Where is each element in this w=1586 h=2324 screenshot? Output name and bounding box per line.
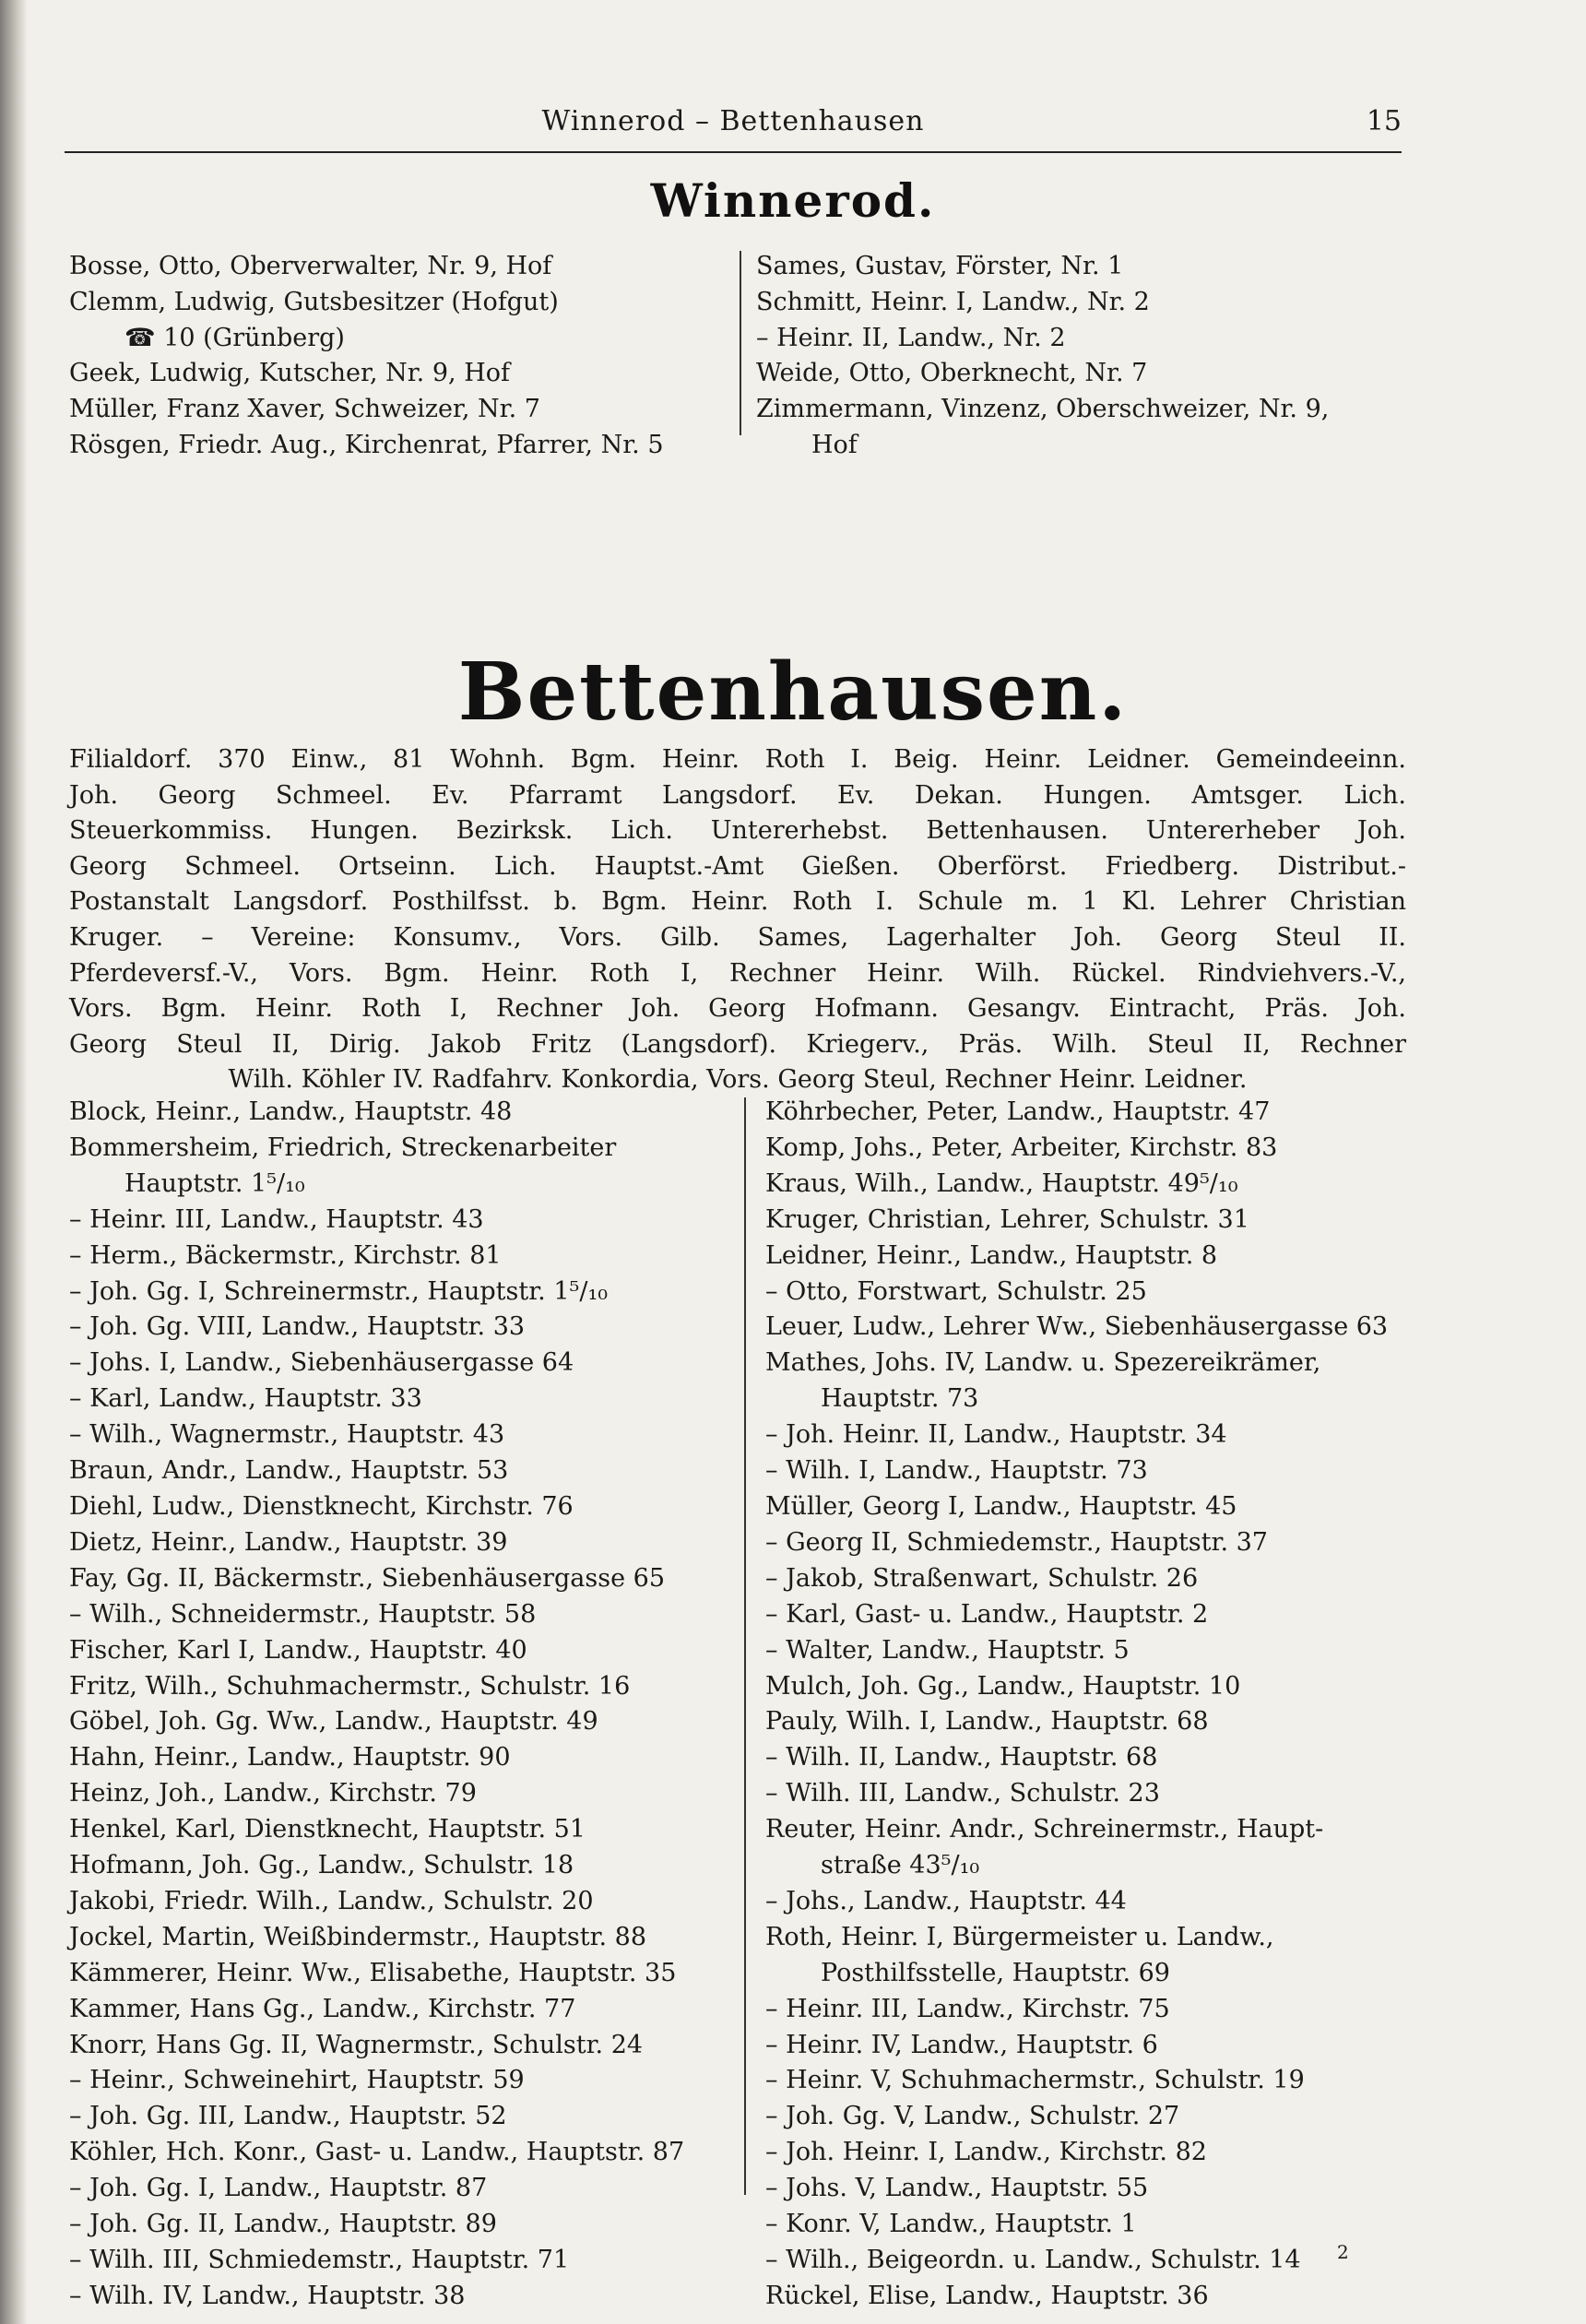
directory-entry: – Wilh., Schneidermstr., Hauptstr. 58 [69,1599,537,1629]
section-title-winnerod: Winnerod. [650,173,936,228]
directory-entry: ☎ 10 (Grünberg) [124,323,345,352]
directory-entry: – Heinr. III, Landw., Hauptstr. 43 [69,1204,484,1234]
intro-line: Steuerkommiss. Hungen. Bezirksk. Lich. Untererhebst. Bettenhausen. Untererheber Joh. [69,816,1406,846]
intro-line: Vors. Bgm. Heinr. Roth I, Rechner Joh. Georg Hofmann. Gesangv. Eintracht, Präs. Joh. [69,994,1406,1024]
intro-line: Filialdorf. 370 Einw., 81 Wohnh. Bgm. Heinr. Roth I. Beig. Heinr. Leidner. Gemeindeeinn. [69,745,1406,774]
directory-entry: – Joh. Gg. I, Landw., Hauptstr. 87 [69,2174,488,2203]
column-divider [744,1097,746,2195]
page-number: 15 [1366,105,1402,137]
directory-entry: – Otto, Forstwart, Schulstr. 25 [765,1276,1147,1306]
directory-entry: – Joh. Gg. VIII, Landw., Hauptstr. 33 [69,1312,526,1342]
directory-entry: – Johs. I, Landw., Siebenhäusergasse 64 [69,1348,574,1378]
directory-entry: Roth, Heinr. I, Bürgermeister u. Landw., [765,1922,1274,1951]
directory-entry: – Wilh., Wagnermstr., Hauptstr. 43 [69,1420,505,1450]
directory-entry: Rückel, Elise, Landw., Hauptstr. 36 [765,2281,1209,2310]
section-title-bettenhausen: Bettenhausen. [457,646,1129,739]
intro-line: Joh. Georg Schmeel. Ev. Pfarramt Langsdorf. Ev. Dekan. Hungen. Amtsger. Lich. [69,780,1406,810]
directory-entry: Komp, Johs., Peter, Arbeiter, Kirchstr. 83 [765,1132,1278,1162]
directory-entry: Block, Heinr., Landw., Hauptstr. 48 [69,1097,513,1126]
directory-entry: – Joh. Heinr. II, Landw., Hauptstr. 34 [765,1420,1227,1450]
directory-entry: Henkel, Karl, Dienstknecht, Hauptstr. 51 [69,1815,586,1844]
directory-entry: Müller, Franz Xaver, Schweizer, Nr. 7 [69,395,540,424]
column-divider [740,251,741,435]
directory-entry: Hauptstr. 1⁵/₁₀ [124,1168,305,1198]
directory-entry: – Johs. V, Landw., Hauptstr. 55 [765,2174,1149,2203]
directory-entry: Clemm, Ludwig, Gutsbesitzer (Hofgut) [69,287,559,316]
directory-entry: – Joh. Gg. I, Schreinermstr., Hauptstr. 1⁵/₁₀ [69,1276,609,1306]
directory-entry: – Wilh., Beigeordn. u. Landw., Schulstr. 14 [765,2246,1301,2274]
directory-entry: Kruger, Christian, Lehrer, Schulstr. 31 [765,1204,1249,1234]
directory-entry: – Johs., Landw., Hauptstr. 44 [765,1886,1127,1915]
directory-entry: – Walter, Landw., Hauptstr. 5 [765,1635,1130,1665]
directory-entry: Leidner, Heinr., Landw., Hauptstr. 8 [765,1240,1218,1270]
directory-entry: – Wilh. III, Schmiedemstr., Hauptstr. 71 [69,2246,570,2274]
intro-line: Postanstalt Langsdorf. Posthilfsst. b. Bgm. Heinr. Roth I. Schule m. 1 Kl. Lehrer Christian [69,887,1406,917]
directory-entry: Hahn, Heinr., Landw., Hauptstr. 90 [69,1743,511,1773]
directory-entry: Hofmann, Joh. Gg., Landw., Schulstr. 18 [69,1851,574,1880]
directory-entry: – Joh. Gg. V, Landw., Schulstr. 27 [765,2102,1180,2131]
directory-entry: Rösgen, Friedr. Aug., Kirchenrat, Pfarrer, Nr. 5 [69,430,664,459]
directory-entry: Fritz, Wilh., Schuhmachermstr., Schulstr. 16 [69,1671,631,1701]
directory-entry: – Joh. Gg. II, Landw., Hauptstr. 89 [69,2210,497,2239]
directory-entry: Köhrbecher, Peter, Landw., Hauptstr. 47 [765,1097,1271,1126]
bettenhausen-intro-paragraph [69,742,1406,1098]
directory-entry: – Heinr. II, Landw., Nr. 2 [756,323,1066,352]
directory-entry: – Heinr., Schweinehirt, Hauptstr. 59 [69,2066,525,2095]
intro-line: Wilh. Köhler IV. Radfahrv. Konkordia, Vors. Georg Steul, Rechner Heinr. Leidner. [228,1065,1248,1095]
intro-line: Georg Schmeel. Ortseinn. Lich. Hauptst.-Amt Gießen. Oberförst. Friedberg. Distribut.- [69,851,1406,881]
intro-line: Georg Steul II, Dirig. Jakob Fritz (Langsdorf). Kriegerv., Präs. Wilh. Steul II, Rechner [69,1029,1406,1059]
directory-entry: – Karl, Gast- u. Landw., Hauptstr. 2 [765,1599,1209,1629]
bettenhausen-left-column [69,1095,742,2315]
directory-entry: Kämmerer, Heinr. Ww., Elisabethe, Hauptstr. 35 [69,1958,677,1987]
directory-entry: Schmitt, Heinr. I, Landw., Nr. 2 [756,287,1150,316]
directory-entry: – Joh. Gg. III, Landw., Hauptstr. 52 [69,2102,507,2131]
directory-entry: – Georg II, Schmiedemstr., Hauptstr. 37 [765,1527,1268,1557]
directory-entry: Bosse, Otto, Oberverwalter, Nr. 9, Hof [69,252,552,280]
directory-entry: Geek, Ludwig, Kutscher, Nr. 9, Hof [69,359,510,388]
directory-entry: Heinz, Joh., Landw., Kirchstr. 79 [69,1779,477,1808]
directory-entry: – Heinr. III, Landw., Kirchstr. 75 [765,1994,1170,2023]
directory-entry: – Karl, Landw., Hauptstr. 33 [69,1384,422,1414]
directory-entry: Müller, Georg I, Landw., Hauptstr. 45 [765,1491,1237,1521]
directory-entry: Reuter, Heinr. Andr., Schreinermstr., Haupt- [765,1815,1324,1844]
intro-line: Pferdeversf.-V., Vors. Bgm. Heinr. Roth I, Rechner Heinr. Wilh. Rückel. Rindviehvers.-V., [69,958,1406,988]
directory-entry: Mathes, Johs. IV, Landw. u. Spezereikrämer, [765,1348,1321,1378]
directory-entry: Hof [811,430,858,459]
directory-entry: – Wilh. IV, Landw., Hauptstr. 38 [69,2281,466,2310]
signature-mark: 2 [1337,2241,1349,2263]
directory-entry: – Konr. V, Landw., Hauptstr. 1 [765,2210,1137,2239]
directory-entry: – Wilh. I, Landw., Hauptstr. 73 [765,1456,1148,1486]
running-header [65,100,1402,153]
directory-entry: – Wilh. II, Landw., Hauptstr. 68 [765,1743,1158,1773]
directory-entry: Sames, Gustav, Förster, Nr. 1 [756,252,1124,280]
directory-entry: Köhler, Hch. Konr., Gast- u. Landw., Hauptstr. 87 [69,2138,685,2167]
directory-entry: Jakobi, Friedr. Wilh., Landw., Schulstr. 20 [69,1886,594,1915]
directory-entry: Mulch, Joh. Gg., Landw., Hauptstr. 10 [765,1671,1241,1701]
directory-entry: Jockel, Martin, Weißbindermstr., Hauptstr. 88 [69,1922,647,1951]
directory-entry: straße 43⁵/₁₀ [821,1851,980,1880]
directory-entry: Weide, Otto, Oberknecht, Nr. 7 [756,359,1148,388]
bettenhausen-right-column [765,1095,1420,2315]
directory-entry: – Jakob, Straßenwart, Schulstr. 26 [765,1563,1199,1593]
directory-entry: – Herm., Bäckermstr., Kirchstr. 81 [69,1240,502,1270]
directory-entry: Pauly, Wilh. I, Landw., Hauptstr. 68 [765,1707,1209,1737]
running-title: Winnerod – Bettenhausen [541,105,925,137]
directory-entry: Fischer, Karl I, Landw., Hauptstr. 40 [69,1635,527,1665]
directory-entry: Posthilfsstelle, Hauptstr. 69 [821,1958,1170,1987]
book-gutter-shadow [0,0,28,2324]
directory-entry: Zimmermann, Vinzenz, Oberschweizer, Nr. 9, [756,395,1330,424]
directory-entry: Diehl, Ludw., Dienstknecht, Kirchstr. 76 [69,1491,574,1521]
directory-entry: Kraus, Wilh., Landw., Hauptstr. 49⁵/₁₀ [765,1168,1238,1198]
directory-entry: Hauptstr. 73 [821,1384,979,1414]
directory-entry: – Joh. Heinr. I, Landw., Kirchstr. 82 [765,2138,1207,2167]
directory-entry: Fay, Gg. II, Bäckermstr., Siebenhäusergasse 65 [69,1563,666,1593]
directory-entry: – Heinr. V, Schuhmachermstr., Schulstr. 19 [765,2066,1305,2095]
intro-line: Kruger. – Vereine: Konsumv., Vors. Gilb. Sames, Lagerhalter Joh. Georg Steul II. [69,922,1406,952]
winnerod-left-column [69,249,733,464]
directory-entry: Leuer, Ludw., Lehrer Ww., Siebenhäusergasse 63 [765,1312,1389,1342]
directory-entry: – Wilh. III, Landw., Schulstr. 23 [765,1779,1160,1808]
directory-entry: – Heinr. IV, Landw., Hauptstr. 6 [765,2030,1158,2059]
directory-entry: Braun, Andr., Landw., Hauptstr. 53 [69,1456,509,1486]
directory-entry: Knorr, Hans Gg. II, Wagnermstr., Schulstr. 24 [69,2030,644,2059]
directory-entry: Bommersheim, Friedrich, Streckenarbeiter [69,1132,617,1162]
directory-entry: Göbel, Joh. Gg. Ww., Landw., Hauptstr. 49 [69,1707,598,1737]
directory-entry: Dietz, Heinr., Landw., Hauptstr. 39 [69,1527,508,1557]
directory-entry: Kammer, Hans Gg., Landw., Kirchstr. 77 [69,1994,576,2023]
winnerod-right-column [756,249,1402,464]
